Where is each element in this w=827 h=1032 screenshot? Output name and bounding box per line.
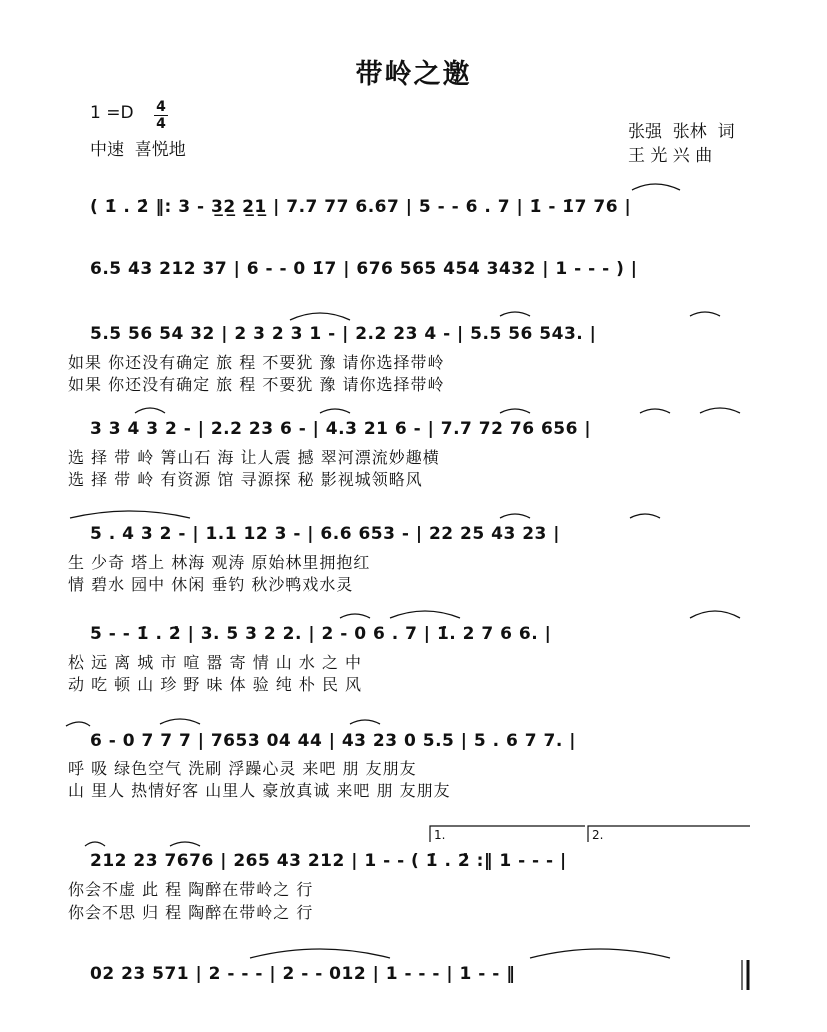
volta-1-label: 1. xyxy=(434,828,446,842)
volta-1-bracket xyxy=(430,826,585,842)
volta-brackets xyxy=(430,826,750,842)
notation-row-5: 5 . 4 3 2 - | 1.1 12 3 - | 6.6 653 - | 22 25 43 23 | xyxy=(90,524,560,544)
notation-row-2: 6.5 43 212 37 | 6 - - 0 1̇7 | 676 565 454 3432 | 1 - - - ) | xyxy=(90,259,638,279)
lyrics-row-4-verse-1: 选 择 带 岭 箐山石 海 让人震 撼 翠河漂流妙趣横 xyxy=(68,448,440,467)
slur-row4-b xyxy=(320,409,350,413)
slur-row7-b xyxy=(160,719,200,724)
notation-row-9: 02 23 571 | 2 - - - | 2 - - 012 | 1 - - - | 1 - - ‖ xyxy=(90,964,516,984)
lyrics-row-5-verse-2: 情 碧水 园中 休闲 垂钓 秋沙鸭戏水灵 xyxy=(68,575,354,594)
slur-row5-c xyxy=(630,514,660,518)
lyrics-row-7-verse-2: 山 里人 热情好客 山里人 豪放真诚 来吧 朋 友朋友 xyxy=(68,781,451,800)
lyrics-row-6-verse-2: 动 吃 顿 山 珍 野 味 体 验 纯 朴 民 风 xyxy=(68,675,363,694)
lyrics-row-8-verse-1: 你会不虚 此 程 陶醉在带岭之 行 xyxy=(68,880,314,899)
volta-2-label: 2. xyxy=(592,828,604,842)
slur-row3-b xyxy=(500,312,530,316)
final-barline xyxy=(742,960,748,990)
time-signature-top: 4 xyxy=(156,99,166,115)
slur-row7-a xyxy=(66,722,90,726)
notation-row-7: 6 - 0 7 7 7 | 7653 04 44 | 43 23 0 5.5 | 5 . 6 7 7. | xyxy=(90,731,576,751)
song-title: 带岭之邀 xyxy=(355,59,472,90)
key-signature: 1 =D xyxy=(90,103,134,123)
lyrics-row-4-verse-2: 选 择 带 岭 有资源 馆 寻源探 秘 影视城领略风 xyxy=(68,470,423,489)
slur-row4-e xyxy=(700,408,740,413)
notation-row-8: 212 23 7676 | 265 43 212 | 1 - - ( 1̇ . 2̇ :‖ 1 - - - | xyxy=(90,851,567,871)
notation-row-1: ( 1̇ . 2̇ ‖: 3 - 3̲2̲ 2̲1̲ | 7.7 77 6.67 | 5 - - 6 . 7 | 1̇ - 1̇7 76 | xyxy=(90,197,632,217)
slur-row1-a xyxy=(632,184,680,190)
slur-row9-b xyxy=(530,949,670,958)
slur-row7-c xyxy=(350,720,380,724)
slur-row4-a xyxy=(135,408,165,413)
slur-row8-a xyxy=(85,842,105,846)
slur-row4-c xyxy=(500,409,530,413)
slur-row3-a xyxy=(290,313,350,320)
slur-row6-a xyxy=(340,614,370,618)
notation-row-4: 3 3 4 3 2 - | 2.2 23 6 - | 4.3 21 6 - | 7.7 72 76 656 | xyxy=(90,419,592,439)
lyrics-row-3-verse-2: 如果 你还没有确定 旅 程 不要犹 豫 请你选择带岭 xyxy=(68,375,445,394)
lyrics-row-5-verse-1: 生 少奇 塔上 林海 观涛 原始林里拥抱红 xyxy=(68,553,371,572)
slur-row4-d xyxy=(640,409,670,413)
lyrics-row-3-verse-1: 如果 你还没有确定 旅 程 不要犹 豫 请你选择带岭 xyxy=(68,353,445,372)
lyricist-credit: 张强 张林 词 xyxy=(628,122,735,142)
slur-row8-b xyxy=(170,842,200,846)
lyrics-row-8-verse-2: 你会不思 归 程 陶醉在带岭之 行 xyxy=(68,903,314,922)
slur-row5-b xyxy=(500,514,530,518)
composer-credit: 王 光 兴 曲 xyxy=(628,146,713,166)
slur-row3-c xyxy=(690,312,720,316)
notation-row-3: 5.5 56 54 32 | 2 3 2 3 1 - | 2.2 23 4 - | 5.5 56 543. | xyxy=(90,324,597,344)
slur-row6-b xyxy=(390,611,460,618)
lyrics-row-6-verse-1: 松 远 离 城 市 喧 嚣 寄 情 山 水 之 中 xyxy=(68,653,363,672)
slur-row6-c xyxy=(690,611,740,618)
slur-row9-a xyxy=(250,949,390,958)
notation-row-6: 5 - - 1̇ . 2̇ | 3. 5 3 2 2. | 2 - 0 6 . 7 | 1̇. 2 7 6 6. | xyxy=(90,624,552,644)
lyrics-row-7-verse-1: 呼 吸 绿色空气 洗刷 浮躁心灵 来吧 朋 友朋友 xyxy=(68,759,417,778)
time-signature xyxy=(154,100,168,131)
slur-row5-a xyxy=(70,511,190,518)
volta-2-bracket xyxy=(588,826,750,842)
time-signature-bottom: 4 xyxy=(156,116,166,132)
tempo-marking: 中速 喜悦地 xyxy=(90,140,186,160)
